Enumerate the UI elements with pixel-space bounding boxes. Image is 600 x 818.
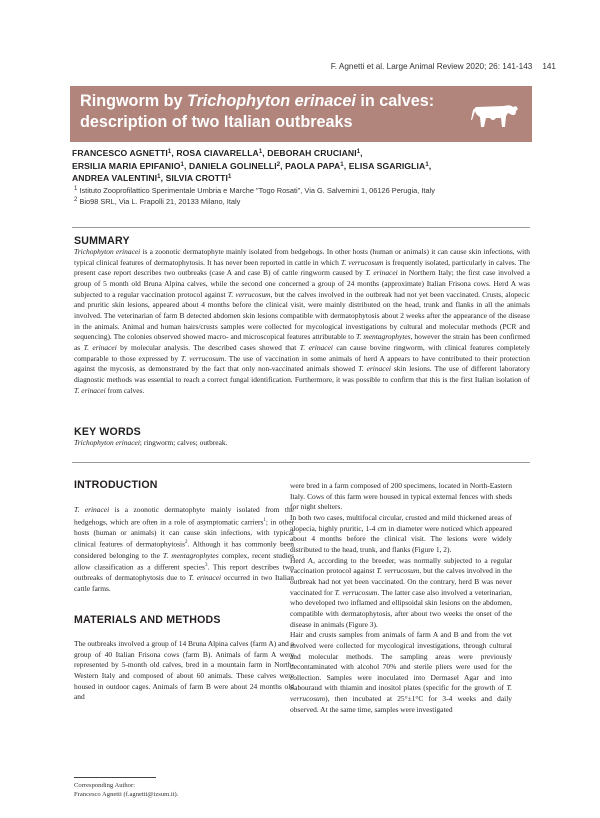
paragraph: Herd A, according to the breeder, was normally subjected to a regular vaccination protocol against T. verrucosum, but the calves involved in the outbreak had not yet been vaccinated. On the contrary, herd B was never vaccinated for T. verrucosum. The latter case also involved a veterinarian, who developed two inflamed and ellipsoidal skin lesions on the abdomen, compatible with dermatophytosis, after about two weeks the onset of the disease in animals (Figure 3).	[290, 555, 513, 629]
methods-text: The outbreaks involved a group of 14 Bruna Alpina calves (farm A) and a group of 40 Italian Frisona cows (farm B). Animals of farm A were represented by 5-month old calves, bred in a mountain farm in North-Western Italy and composed of about 60 animals. These calves were housed in outdoor cages. Animals of farm B were about 24 months old and	[74, 639, 294, 702]
footnote-label: Corresponding Author:	[74, 782, 135, 789]
paragraph: were bred in a farm composed of 200 specimens, located in North-Eastern Italy. Cows of this farm were housed in typical external fences with sheds for night shelters.	[290, 481, 512, 512]
methods-heading: MATERIALS AND METHODS	[74, 614, 221, 626]
author: ELISA SGARIGLIA$^1$	[348, 160, 429, 171]
title-part2: in calves:	[355, 92, 435, 110]
affiliation: $^1$ Istituto Zooprofilattico Sperimentale Umbria e Marche "Togo Rosati", Via G. Salvemini 1, 06126 Perugia, Italy	[74, 186, 435, 195]
author: SILVIA CROTTI$^1$	[165, 173, 232, 184]
footnote-divider	[74, 777, 156, 778]
cow-icon	[466, 98, 520, 130]
running-head	[331, 62, 556, 71]
author-list: FRANCESCO AGNETTI$^1$, ROSA CIAVARELLA$^1$, DEBORAH CRUCIANI$^1$, ERSILIA MARIA EPIFANIO$^1$, DANIELA GOLINELLI$^2$, PAOLA PAPA$^1$, ELISA SGARIGLIA$^1$, ANDREA VALENTINI$^1$, SILVIA CROTTI$^1$	[72, 148, 432, 184]
title-line2: description of two Italian outbreaks	[80, 113, 353, 131]
author: ROSA CIAVARELLA$^1$	[176, 148, 263, 158]
author: DANIELA GOLINELLI$^2$	[188, 160, 281, 171]
footnote-text: Francesco Agnetti (f.agnetti@izsum.it).	[74, 791, 179, 798]
author: DEBORAH CRUCIANI$^1$	[267, 148, 361, 158]
introduction-heading: INTRODUCTION	[74, 479, 158, 491]
author: ERSILIA MARIA EPIFANIO$^1$	[72, 160, 184, 171]
divider	[72, 462, 530, 463]
title-species: Trichophyton erinacei	[187, 92, 356, 110]
divider	[72, 227, 530, 228]
page-number: 141	[542, 62, 556, 71]
affiliation: $^2$ Bio98 SRL, Via L. Frapolli 21, 20133 Milano, Italy	[74, 197, 241, 206]
author: FRANCESCO AGNETTI$^1$	[72, 148, 172, 158]
article-title	[80, 91, 452, 133]
affiliations	[74, 185, 534, 207]
keywords-text: Trichophyton erinacei; ringworm; calves; outbreak.	[74, 438, 228, 447]
title-band	[70, 86, 532, 142]
title-part1: Ringworm by	[80, 92, 188, 110]
introduction-text: T. erinacei is a zoonotic dermatophyte mainly isolated from the hedgehogs, which are often in a role of asymptomatic carriers$^1$; in other hosts (human or animals) it can cause skin infections, with typical clinical features of dermatophytosis$^2$. Although it has commonly been considered belonging to the T. mentagrophytes complex, recent studies allow classification as a different species$^3$. This report describes two outbreaks of dermatophytosis due to T. erinacei occurred in two Italian cattle farms.	[74, 505, 294, 594]
corresponding-author	[74, 781, 178, 799]
author: ANDREA VALENTINI$^1$	[72, 173, 161, 184]
paragraph: Hair and crusts samples from animals of farm A and B and from the vet involved were collected for mycological investigations, through cultural and molecular methods. The sampling areas were previously decontaminated with alcohol 70% and sterile pliers were used for the collection. Samples were inoculated into Dermasel Agar and into Sabouraud with thiamin and inositol plates (specific for the growth of T. verrucosum), then incubated at 25°±1°C for 3-4 weeks and daily observed. At the same time, samples were investigated	[290, 630, 512, 714]
citation: F. Agnetti et al. Large Animal Review 2020; 26: 141-143	[330, 62, 533, 71]
summary-heading: SUMMARY	[74, 235, 130, 247]
paragraph: In both two cases, multifocal circular, crusted and mild thickened areas of alopecia, highly pruritic, 1-4 cm in diameter were noticed which appeared about 4 months before the clinical visit. The lesions were widely distributed to the head, trunk, and flanks (Figure 1, 2).	[290, 512, 512, 554]
right-column	[290, 481, 512, 715]
summary-text: Trichophyton erinacei is a zoonotic dermatophyte mainly isolated from hedgehogs. In other hosts (human or animals) it can cause skin infections, with typical clinical features of dermatophytosis. It has never been reported in cattle in which T. verrucosum is frequently isolated, particularly in calves. The present case report describes two outbreaks (case A and case B) of cattle ringworm caused by T. erinacei in Northern Italy; the first case involved a group of 5 month old Bruna Alpina calves, while the second one concerned a group of 24 months (approximate) Italian Frisona cows. Herd A was subjected to a regular vaccination protocol against T. verrucosum, but the calves involved in the outbreak had not yet been vaccinated. Crusts, alopecic and pruritic skin lesions, appeared about 4 months before the clinical visit, were mainly distributed on the head, trunk and flanks in all the animals involved. The veterinarian of farm B detected abdomen skin lesions compatible with dermatophytosis about 2 weeks after the appearance of the disease in the animals. Animal and human hairs/crusts samples were collected for mycological investigations by cultural and molecular methods (PCR and sequencing). The colonies observed showed macro- and microscopical features attributable to T. mentagrophytes, however the strain has been confirmed as T. erinacei by molecular analysis. The described cases showed that T. erinacei can cause bovine ringworm, with clinical features completely comparable to those expressed by T. verrucosum. The use of vaccination in some animals of herd A appears to have contributed to their protection against the mycosis, as demonstrated by the fact that only non-vaccinated animals showed T. erinacei skin lesions. The use of different laboratory diagnostic methods was essential to reach a correct fungal identification. Furthermore, it was possible to confirm that this is the first Italian isolation of T. erinacei from calves.	[74, 247, 531, 395]
keywords-heading: KEY WORDS	[74, 426, 141, 438]
author: PAOLA PAPA$^1$	[285, 160, 344, 171]
